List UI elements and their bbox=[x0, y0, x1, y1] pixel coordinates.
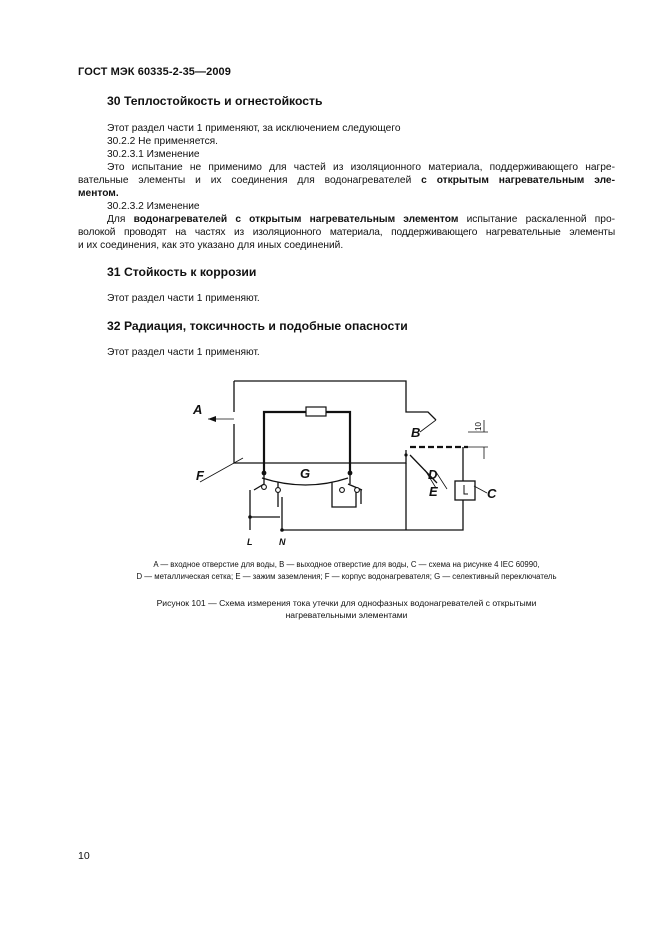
label-d: D bbox=[428, 467, 438, 482]
section-30-intro: Этот раздел части 1 применяют, за исключением следующего bbox=[107, 123, 401, 134]
label-a: A bbox=[193, 402, 203, 417]
label-f: F bbox=[196, 468, 204, 483]
figure-legend-line2: D — металлическая сетка; E — зажим заземления; F — корпус водонагревателя; G — селективный переключатель bbox=[136, 572, 557, 581]
section-32-title: 32 Радиация, токсичность и подобные опасности bbox=[107, 319, 408, 333]
label-n: N bbox=[279, 537, 286, 547]
clause-30-2-3-1-heading: 30.2.3.1 Изменение bbox=[107, 149, 200, 160]
label-b: B bbox=[411, 425, 421, 440]
terminal-node bbox=[355, 488, 360, 493]
bold-run: с открытым нагревательным эле- bbox=[421, 175, 615, 186]
section-31-text: Этот раздел части 1 применяют. bbox=[107, 293, 260, 304]
figure-caption-line2: нагревательными элементами bbox=[285, 610, 408, 620]
bold-run: ментом. bbox=[78, 188, 119, 199]
terminal-node bbox=[340, 488, 345, 493]
clause-30-2-2: 30.2.2 Не применяется. bbox=[107, 136, 219, 147]
page-number: 10 bbox=[78, 850, 90, 862]
figure-legend-line1: A — входное отверстие для воды, B — выходное отверстие для воды, C — схема на рисунке 4 IEC 60990, bbox=[153, 560, 540, 569]
clause-30-2-3-1-text-line1: Это испытание не применимо для частей из изоляционного материала, поддерживающего нагре- bbox=[107, 162, 615, 173]
bold-run: водонагревателей с открытым нагревательным элементом bbox=[133, 214, 459, 225]
measuring-circuit-c bbox=[455, 481, 475, 500]
text-run: Для bbox=[107, 214, 134, 225]
junction-node bbox=[404, 453, 407, 456]
clause-30-2-3-2-text-line2: волокой проводят на частях из изоляционного материала, поддерживающего нагревательные элементы bbox=[78, 227, 615, 238]
label-l: L bbox=[247, 537, 253, 547]
label-c: C bbox=[487, 486, 497, 501]
document-header: ГОСТ МЭК 60335-2-35—2009 bbox=[78, 66, 231, 78]
text-run: испытание раскаленной про- bbox=[458, 214, 615, 225]
junction-node bbox=[280, 528, 284, 532]
terminal-node bbox=[276, 488, 281, 493]
figure-caption-line1: Рисунок 101 — Схема измерения тока утечки для однофазных водонагревателей с открытыми bbox=[156, 598, 537, 608]
clause-30-2-3-2-heading: 30.2.3.2 Изменение bbox=[107, 201, 200, 212]
junction-node bbox=[248, 515, 252, 519]
clause-30-2-3-2-text-line3: и их соединения, как это указано для иных соединений. bbox=[78, 240, 344, 251]
label-e: E bbox=[429, 484, 438, 499]
section-31-title: 31 Стойкость к коррозии bbox=[107, 265, 257, 279]
section-32-text: Этот раздел части 1 применяют. bbox=[107, 347, 260, 358]
terminal-node bbox=[262, 485, 267, 490]
terminal-node bbox=[348, 471, 353, 476]
text-run: вательные элементы и их соединения для водонагревателей bbox=[78, 175, 422, 186]
arrow-inlet bbox=[208, 416, 216, 422]
leader-lines bbox=[200, 419, 487, 493]
terminal-node bbox=[262, 471, 267, 476]
heating-element-resistor bbox=[306, 407, 326, 416]
section-30-title: 30 Теплостойкость и огнестойкость bbox=[107, 94, 323, 108]
label-dimension: 10 bbox=[474, 422, 483, 431]
measuring-circuit-symbol bbox=[464, 485, 468, 494]
label-g: G bbox=[300, 466, 311, 481]
